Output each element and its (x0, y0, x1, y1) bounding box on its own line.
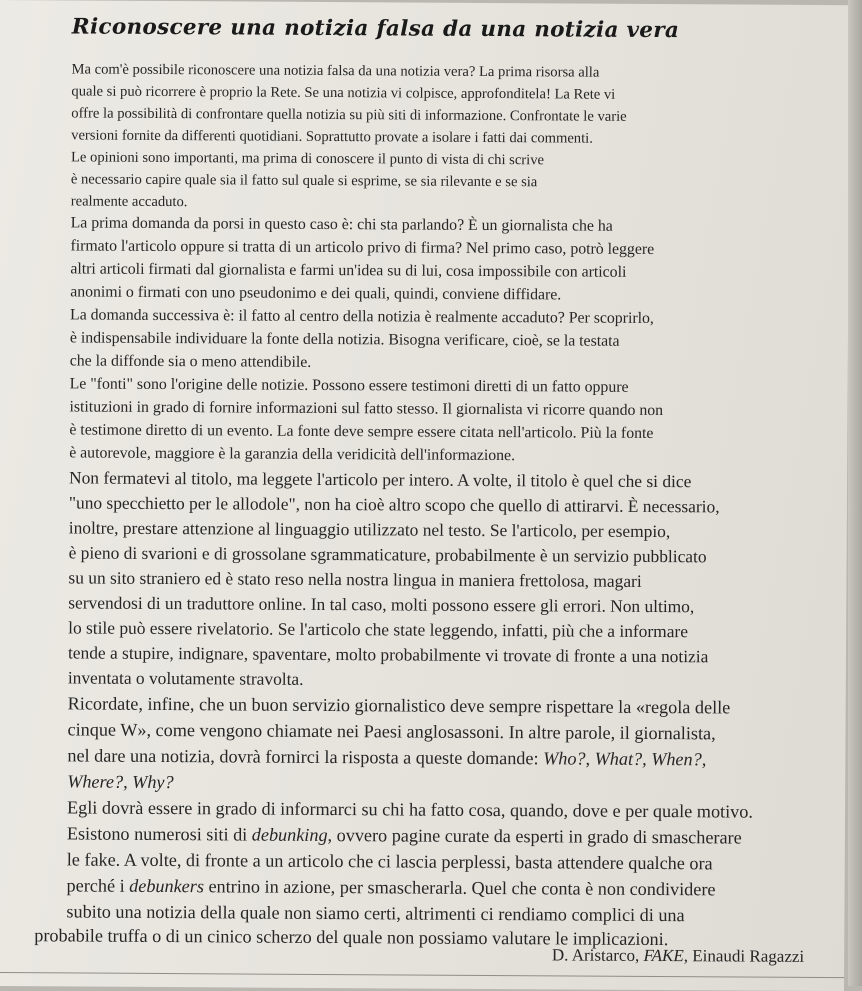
text-line-21: inoltre, prestare attenzione al linguaggio utilizzato nel testo. Se l'articolo, per esempio, (68, 517, 671, 542)
text-line-9: firmato l'articolo oppure si tratta di un articolo privo di firma? Nel primo caso, potrò leggere (70, 237, 655, 259)
text-line-8: La prima domanda da porsi in questo caso è: chi sta parlando? È un giornalista che ha (70, 214, 613, 235)
text-line-35-start: perché i (66, 875, 130, 896)
text-line-27: inventata o volutamente stravolta. (67, 667, 304, 689)
text-line-2: quale si può ricorrere è proprio la Rete. Se una notizia vi colpisce, approfonditela! La Rete vi (71, 83, 616, 103)
text-line-35 (67, 875, 716, 900)
text-line-14: che la diffonde sia o meno attendibile. (69, 352, 312, 371)
text-line-12: La domanda successiva è: il fatto al centro della notizia è realmente accaduto? Per scoprirlo, (70, 306, 654, 327)
text-line-7: realmente accaduto. (70, 193, 188, 211)
page-bottom-edge (0, 972, 844, 978)
text-line-11: anonimi o firmati con uno pseudonimo e dei quali, quindi, conviene diffidare. (70, 283, 562, 304)
text-line-19: Non fermatevi al titolo, ma leggete l'articolo per intero. A volte, il titolo è quel che si dice (69, 467, 692, 492)
text-line-33-start: Esistono numerosi siti di (66, 823, 252, 845)
text-line-1: Ma com'è possibile riconoscere una notizia falsa da una notizia vera? La prima risorsa alla (71, 61, 600, 81)
text-line-36: subito una notizia della quale non siamo certi, altrimenti ci rendiamo complici di una (66, 901, 685, 926)
text-line-5: Le opinioni sono importanti, ma prima di conoscere il punto di vista di chi scrive (70, 149, 545, 169)
credit-publisher: , Einaudi Ragazzi (683, 946, 805, 966)
debunkers-term: debunkers (129, 875, 205, 897)
text-line-18: è autorevole, maggiore è la garanzia della veridicità dell'informazione. (69, 444, 516, 465)
text-line-30 (67, 745, 706, 770)
text-line-30-start: nel dare una notizia, dovrà fornirci la risposta a queste domande: (67, 745, 544, 769)
text-line-20: "uno specchietto per le allodole", non ha cioè altro scopo che quello di attirarvi. È necessario, (68, 492, 720, 517)
page-edge-shadow (848, 0, 862, 986)
text-line-17: è testimone diretto di un evento. La fonte deve sempre essere citata nell'articolo. Più la fonte (69, 421, 654, 442)
text-line-10: altri articoli firmati dal giornalista e farmi un'idea su di lui, cosa impossibile con articoli (70, 260, 627, 281)
credit-author: D. Aristarco, (551, 945, 644, 965)
text-line-13: è indispensabile individuare la fonte della notizia. Bisogna verificare, cioè, se la testata (69, 329, 620, 350)
text-line-25: lo stile può essere rivelatorio. Se l'articolo che state leggendo, infatti, più che a informare (68, 617, 689, 642)
text-line-32: Egli dovrà essere in grado di informarci su chi ha fatto cosa, quando, dove e per quale motivo. (67, 797, 753, 822)
five-w-questions-a: Who?, What?, When?, (543, 748, 707, 770)
text-line-4: versioni fornite da differenti quotidiani. Soprattutto provate a isolare i fatti dai commenti. (71, 127, 593, 147)
text-line-34: le fake. A volte, di fronte a un articolo che ci lascia perplessi, basta attendere qualche ora (66, 849, 713, 874)
text-line-35-end: entrino in azione, per smascherarla. Quel che conta è non condividere (203, 876, 716, 900)
text-line-22: è pieno di svarioni e di grossolane sgrammaticature, probabilmente è un servizio pubblicato (68, 542, 707, 567)
text-line-31 (67, 771, 174, 793)
text-line-3: offre la possibilità di confrontare quella notizia su più siti di informazione. Confrontate le varie (71, 105, 627, 125)
text-line-33 (67, 823, 742, 848)
page-title: Riconoscere una notizia falsa da una notizia vera (71, 14, 680, 44)
debunking-term: debunking (251, 824, 328, 846)
source-credit (552, 945, 804, 967)
five-w-questions-b: Where?, Why? (67, 771, 174, 793)
text-line-37: probabile truffa o di un cinico scherzo del quale non possiamo valutare le implicazioni. (34, 925, 669, 950)
credit-work: FAKE (643, 945, 684, 966)
text-line-28: Ricordate, infine, che un buon servizio giornalistico deve sempre rispettare la «regola delle (67, 693, 731, 718)
text-line-6: è necessario capire quale sia il fatto sul quale si esprime, se sia rilevante e se sia (70, 171, 538, 191)
text-line-33-end: , ovvero pagine curate da esperti in grado di smascherare (327, 825, 742, 848)
text-line-29: cinque W», come vengono chiamate nei Paesi anglosassoni. In altre parole, il giornalista, (67, 719, 716, 744)
text-line-24: servendosi di un traduttore online. In tal caso, molti possono essere gli errori. Non ultimo, (68, 592, 695, 617)
text-line-26: tende a stupire, indignare, spaventare, molto probabilmente vi trovate di fronte a una notizia (67, 642, 709, 667)
text-line-16: istituzioni in grado di fornire informazioni sul fatto stesso. Il giornalista vi ricorre quando non (69, 398, 664, 420)
text-line-23: su un sito straniero ed è stato reso nella nostra lingua in maniera frettolosa, magari (68, 567, 642, 591)
text-line-15: Le "fonti" sono l'origine delle notizie. Possono essere testimoni diretti di un fatto oppure (69, 375, 629, 396)
